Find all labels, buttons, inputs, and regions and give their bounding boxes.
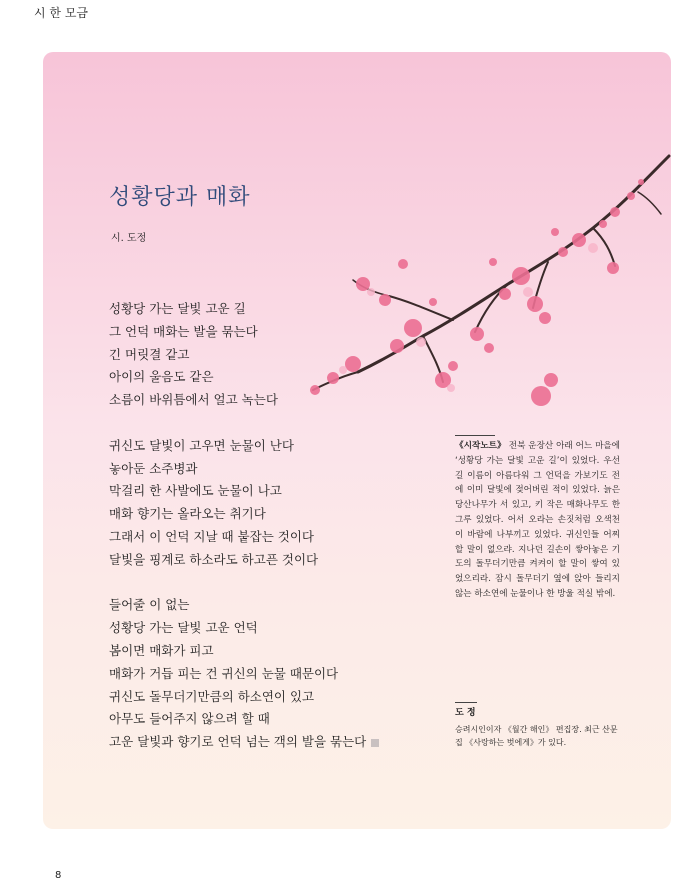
poem-line: 귀신도 돌무더기만큼의 하소연이 있고	[109, 688, 315, 704]
author-bio	[455, 702, 625, 749]
section-header: 시 한 모금	[34, 6, 88, 20]
poem-body	[109, 298, 439, 777]
poem-stanza	[109, 594, 439, 754]
poem-title: 성황당과 매화	[109, 185, 251, 210]
poem-last-line	[109, 731, 439, 754]
poem-line: 매화 향기는 올라오는 취기다	[109, 506, 266, 522]
poem-line: 아무도 들어주지 않으려 할 때	[109, 711, 270, 727]
poem-stanza	[109, 435, 439, 572]
note-label: 《시작노트》	[455, 441, 506, 451]
poem-line: 달빛을 핑계로 하소라도 하고픈 것이다	[109, 551, 319, 567]
poem-line: 긴 머릿결 같고	[109, 346, 190, 362]
poem-stanza	[109, 298, 439, 412]
poem-line: 막걸리 한 사발에도 눈물이 나고	[109, 483, 282, 499]
bio-divider	[455, 702, 477, 703]
poem-line-text: 고운 달빛과 향기로 언덕 넘는 객의 발을 묶는다	[109, 734, 367, 750]
poem-line: 성황당 가는 달빛 고운 길	[109, 301, 246, 316]
poem-line: 놓아둔 소주병과	[109, 460, 198, 476]
bio-text: 승려시인이자 《월간 해인》 편집장. 최근 산문집 《사랑하는 벗에게》가 있다.	[455, 725, 618, 747]
poem-line: 귀신도 달빛이 고우면 눈물이 난다	[109, 437, 294, 453]
note-text: 전북 운장산 아래 어느 마을에 ‘성황당 가는 달빛 고운 길’이 있었다. 우선 길 이름이 아름다워 그 언덕을 가보기도 전에 이미 달빛에 젖어버린 적이 있었다. 늙은 당산나무가 서 있고, 키 작은 매화나무도 한 그루 있었다. 어서 오라는 손짓처럼 오색천이 바람에 나부끼고 있었다. 귀신인들 어찌 할 말이 없으랴. 지나던 길손이 쌓아놓은 기도의 돌무더기만큼 켜켜이 할 말이 쌓여 있었으리라. 잠시 돌무더기 옆에 앉아 들리지 않는 하소연에 눈물이나 한 방울 적실 밖에.	[455, 441, 620, 599]
poem-line: 그래서 이 언덕 지날 때 붙잡는 것이다	[109, 528, 314, 544]
poem-line: 소름이 바위틈에서 얼고 녹는다	[109, 392, 278, 408]
poet-note	[455, 435, 620, 602]
poem-line: 그 언덕 매화는 발을 묶는다	[109, 323, 258, 339]
poem-line: 들어줄 이 없는	[109, 597, 190, 613]
poem-author: 시. 도정	[111, 233, 147, 244]
poem-line: 봄이면 매화가 피고	[109, 642, 214, 658]
end-mark-square	[371, 739, 379, 747]
bio-name: 도 정	[455, 708, 476, 718]
poem-line: 아이의 울음도 같은	[109, 369, 214, 385]
poem-line: 매화가 거듭 피는 건 귀신의 눈물 때문이다	[109, 665, 339, 681]
note-divider	[455, 435, 495, 436]
poem-card	[43, 52, 671, 829]
page-number: 8	[55, 870, 62, 881]
poem-line: 성황당 가는 달빛 고운 언덕	[109, 620, 258, 636]
